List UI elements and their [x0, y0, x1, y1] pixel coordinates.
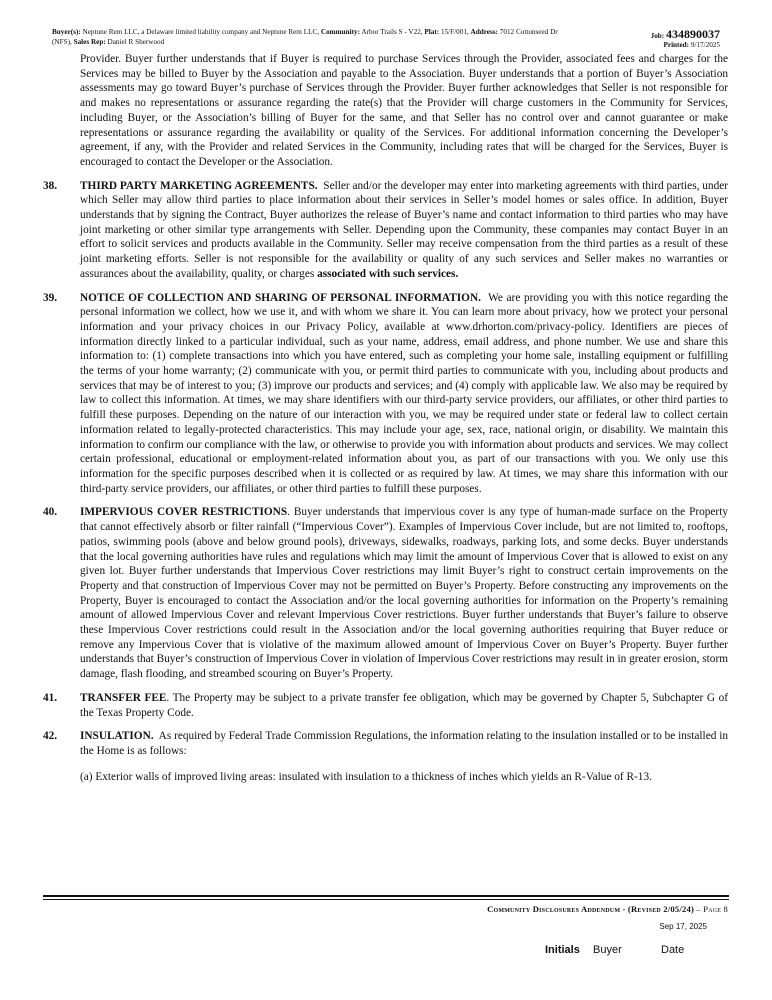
printed-label: Printed: — [663, 41, 690, 49]
printed-date: 9/17/2025 — [690, 41, 720, 49]
addendum-title: Community Disclosures Addendum - (Revised 2/05/24) — [487, 904, 695, 914]
sales-rep-value: Daniel R Sherwood — [107, 38, 165, 46]
section-38 — [43, 179, 728, 282]
plat-label: Plat: — [424, 28, 440, 36]
section-text: As required by Federal Trade Commission Regulations, the information relating to the insulation installed or to be installed in the Home is as follows: — [80, 730, 729, 757]
section-text: Seller and/or the developer may enter into marketing agreements with third parties, under which Seller may allow third parties to place information about their services in Seller’s model homes or sales office. In addition, Buyer understands that by signing the Contract, Buyer authorizes the release of Buyer’s name and contact information to third parties who may have joint marketing or other similar type arrangements with Seller. Depending upon the Community, these companies may contact Buyer in an effort to solicit services and products available in the Community. Seller may receive compensation from the third parties as a result of these joint marketing efforts. Seller is not responsible for the availability or quality of any such services and Seller makes no warranties or assurances about the availability, quality, or charges — [80, 179, 728, 280]
initials-block — [545, 944, 745, 956]
section-number: 42. — [43, 730, 58, 743]
job-label: Job: — [650, 32, 665, 40]
intro-paragraph: Provider. Buyer further understands that if Buyer is required to purchase Services through the Provider, associated fees and charges for the Services may be billed to Buyer by the Association and payable to the Association. Buyer understands that a portion of Buyer’s Association assessments may go toward Buyer’s purchase of Services through the Provider. Buyer further acknowledges that Seller is not responsible for and makes no representations or assurance regarding the rate(s) that the Provider will charge customers in the Community for Services, including Buyer, or the Association’s billing of Buyer for the same, and that Seller has no control over and cannot guarantee or make representations or assurance regarding the availability or quality of the Services. For additional information concerning the Developer’s agreement, if any, with the Provider and related Services in the Community, including rates that will be charged for the Services, Buyer is encouraged to contact the Developer or the Association. — [80, 53, 728, 168]
section-heading: THIRD PARTY MARKETING AGREEMENTS. — [80, 179, 318, 192]
section-39 — [43, 291, 728, 497]
address-label: Address: — [470, 28, 498, 36]
section-heading: IMPERVIOUS COVER RESTRICTIONS — [80, 506, 288, 519]
section-number: 41. — [43, 691, 58, 704]
insulation-subitem: (a) Exterior walls of improved living areas: insulated with insulation to a thickness of inches which yields an R-Value of R-13. — [80, 770, 652, 783]
section-text: . The Property may be subject to a private transfer fee obligation, which may be governed by Chapter 5, Subchapter G of the Texas Property Code. — [80, 691, 728, 719]
section-number: 40. — [43, 506, 58, 519]
footer-title — [487, 904, 728, 914]
job-info — [650, 27, 720, 50]
section-heading: TRANSFER FEE — [80, 691, 167, 704]
signature-date-stamp: Sep 17, 2025 — [659, 922, 707, 931]
sales-rep-label: Sales Rep: — [73, 38, 106, 46]
footer-rule — [43, 895, 729, 897]
section-heading: INSULATION. — [80, 730, 154, 743]
community-label: Community: — [320, 28, 361, 36]
section-text: We are providing you with this notice regarding the personal information we collect, how we use it, and with whom we share it. You can learn more about privacy, how we protect your personal information and your privacy choices in our Privacy Policy, available at www.drhorton.com/privacy-policy. Identifiers are pieces of information directly linked to a particular individual, such as your name, address, email address, and phone number. We use and share this information to: (1) complete transactions into which you have entered, such as completing your home sale, installing equipment or fulfilling the terms of your home warranty; (2) communicate with you, or permit third parties to communicate with you, including about products and services that may be of interest to you; (3) improve our products and services; and (4) comply with applicable law. We also may be required by law to collect this information. At times, we may share identifiers with our third-party service providers, our affiliates, or other third parties to fulfill these purposes. Depending on the nature of our interaction with you, we may be required under state or federal law to collect certain information related to legally-protected characteristics. This may include your age, sex, race, national origin, or disability. We maintain this information to confirm our compliance with the law, or otherwise to provide you with information about products and services. We may collect certain professional, educational or employment-related information about you, as part of our transactions with you. We only use this information for the specific purposes described when it is collected or as required by law. At times, we may share this information with our third-party service providers, our affiliates, or other third parties to fulfill these purposes. — [80, 291, 728, 495]
footer-rule-thin — [43, 899, 729, 900]
community-value: Arbor Trails S - V22, — [361, 28, 423, 36]
section-number: 39. — [43, 291, 58, 304]
buyer-value: Neptune Rem LLC, a Delaware limited liability company and Neptune Rem LLC, — [82, 28, 320, 36]
section-trailing-bold: associated with such services. — [317, 267, 459, 280]
section-41 — [43, 691, 728, 720]
initials-date-label[interactable]: Date — [661, 944, 685, 956]
address-value: 7012 Cottonseed Dr — [499, 28, 558, 36]
address-line2: (NFS), — [52, 38, 72, 46]
initials-buyer-label[interactable]: Buyer — [593, 944, 622, 956]
document-body — [43, 52, 728, 784]
section-heading: NOTICE OF COLLECTION AND SHARING OF PERSONAL INFORMATION. — [80, 291, 481, 304]
section-40 — [43, 505, 728, 681]
section-42 — [43, 729, 728, 758]
initials-label: Initials — [545, 944, 580, 956]
section-text: . Buyer understands that impervious cover is any type of human-made surface on the Property that cannot effectively absorb or filter rainfall (“Impervious Cover”). Examples of Impervious Cover include, but are not limited to, rooftops, patios, swimming pools (above and below ground pools), driveways, sidewalks, roadways, parking lots, and some decks. Buyer understands that the local governing authorities have rules and regulations which may limit the amount of Impervious Cover that is allowed to exist on any given lot. Buyer further understands that Impervious Cover restrictions may limit Buyer’s right to construct certain improvements on the Property and that construction of Impervious Cover may not be permitted on Buyer’s Property. Before constructing any improvements on the Property, Buyer is encouraged to contact the Association and/or the local governing authorities for information on the Property’s remaining amount of allowed Impervious Cover and relevant Impervious Cover restrictions. Buyer further understands that Buyer’s failure to observe these Impervious Cover restrictions could result in the Association and/or the local governing authorities requiring that Buyer reduce or remove any Impervious Cover that is violative of the maximum allowed amount of Impervious Cover on Buyer’s Property. Buyer further understands that Buyer’s construction of Impervious Cover in violation of Impervious Cover restrictions may result in in greater erosion, storm damage, flash flooding, and streambed scouring on Buyer’s Property. — [80, 506, 728, 681]
contract-header — [52, 27, 642, 47]
section-number: 38. — [43, 179, 58, 192]
plat-value: 15/F/001, — [440, 28, 469, 36]
buyer-label: Buyer(s): — [52, 28, 81, 36]
page-number: – Page 8 — [696, 904, 728, 914]
job-number: 434890037 — [666, 27, 720, 41]
